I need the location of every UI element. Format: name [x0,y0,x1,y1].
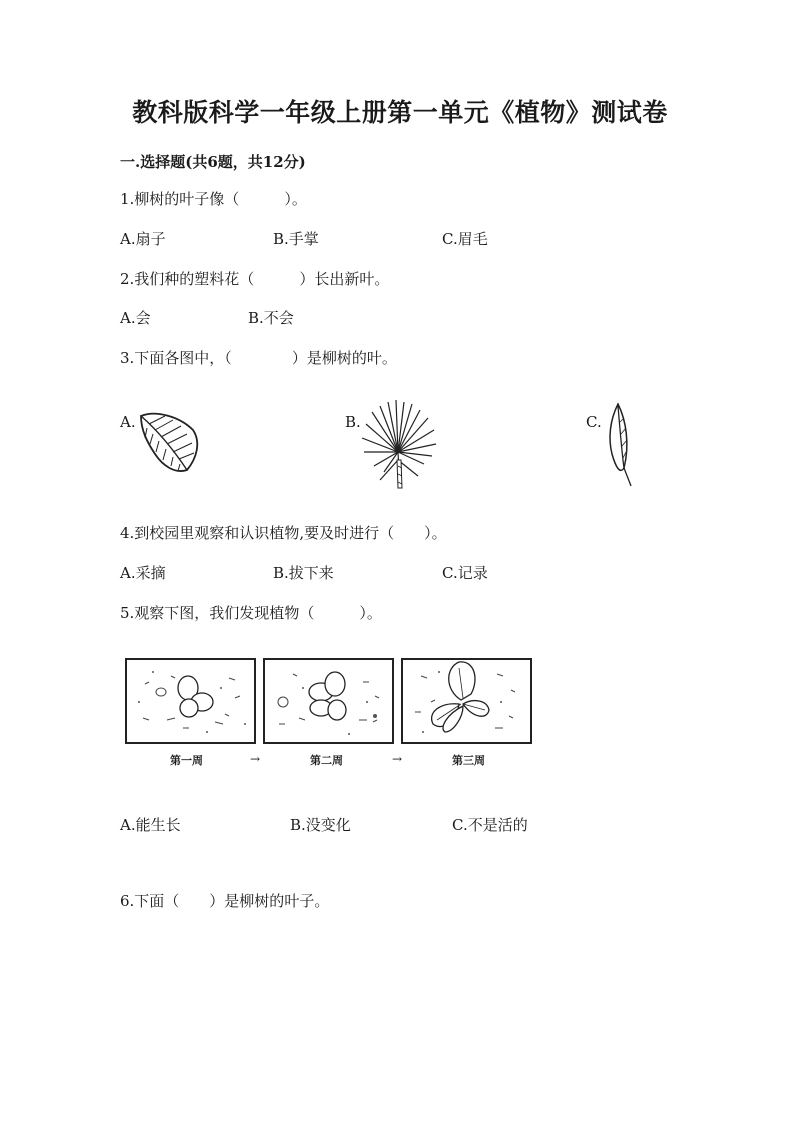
q3-option-a: A. [120,413,136,431]
q4-option-c: C.记录 [442,564,488,582]
q1-option-b: B.手掌 [273,230,319,248]
question-2: 2.我们种的塑料花（ ）长出新叶。 [120,270,390,288]
question-6: 6.下面（ ）是柳树的叶子。 [120,892,330,910]
section-heading: 一.选择题(共6题，共12分) [120,153,306,171]
week-1-label: 第一周 [170,754,203,767]
q1-option-c: C.眉毛 [442,230,488,248]
page-title: 教科版科学一年级上册第一单元《植物》测试卷 [132,98,668,127]
question-1: 1.柳树的叶子像（ ）。 [120,190,307,208]
pine-needle-image [360,400,440,492]
q5-option-b: B.没变化 [290,816,351,834]
serrated-leaf-image [135,408,205,478]
q5-option-c: C.不是活的 [452,816,528,834]
arrow-right-icon: → [250,752,261,766]
q2-option-a: A.会 [120,309,151,327]
q1-option-a: A.扇子 [120,230,166,248]
q5-option-a: A.能生长 [120,816,181,834]
question-5: 5.观察下图，我们发现植物（ ）。 [120,604,382,622]
week-3-panel [401,658,532,744]
arrow-right-icon: → [392,752,403,766]
week-2-panel [263,658,394,744]
willow-leaf-image [600,402,640,490]
q3-option-b: B. [345,413,361,431]
question-3: 3.下面各图中，（ ）是柳树的叶。 [120,349,397,367]
q4-option-b: B.拔下来 [273,564,334,582]
week-2-label: 第二周 [310,754,343,767]
q2-option-b: B.不会 [248,309,294,327]
question-4: 4.到校园里观察和认识植物,要及时进行（ ）。 [120,524,447,542]
q4-option-a: A.采摘 [120,564,166,582]
week-1-panel [125,658,256,744]
week-3-label: 第三周 [452,754,485,767]
q3-option-c: C. [586,413,602,431]
